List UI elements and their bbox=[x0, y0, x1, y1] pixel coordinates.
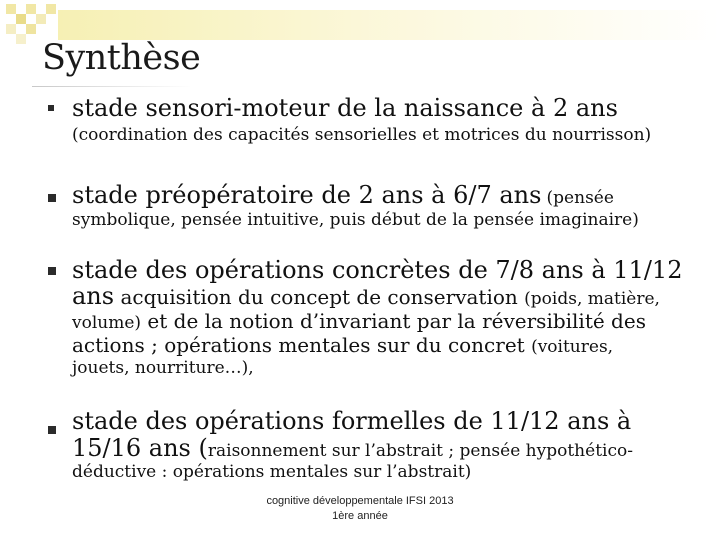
bullet-detail-inline: (pensée bbox=[546, 188, 614, 208]
bullet-square-icon bbox=[48, 426, 56, 434]
bullet-line-3-a: volume) bbox=[72, 313, 142, 333]
bullet-square-icon bbox=[48, 194, 56, 202]
bullet-item-preoperational bbox=[72, 183, 702, 229]
bullet-detail-text: (coordination des capacités sensorielles et motrices du nourrisson) bbox=[72, 125, 652, 145]
bullet-line-4-a: actions ; opérations mentales sur du concret bbox=[72, 333, 532, 357]
bullet-item-concrete-operations bbox=[72, 258, 702, 377]
bullet-main-text: stade sensori-moteur de la naissance à 2 ans bbox=[72, 94, 618, 122]
bullet-square-icon bbox=[48, 267, 56, 275]
bullet-line-2-b: ( bbox=[190, 434, 208, 462]
footer-year: 1ère année bbox=[332, 510, 388, 522]
footer-course-title: cognitive développementale IFSI 2013 bbox=[266, 495, 454, 507]
slide-title: Synthèse bbox=[42, 38, 201, 78]
bullet-line-2-c: raisonnement sur l’abstrait ; pensée hypothético- bbox=[207, 441, 633, 461]
bullet-detail-text: symbolique, pensée intuitive, puis début de la pensée imaginaire) bbox=[72, 210, 639, 230]
bullet-line-2-a: ans bbox=[72, 282, 115, 310]
bullet-main-text: stade préopératoire de 2 ans à 6/7 ans bbox=[72, 181, 542, 209]
bullet-line-2-c: (poids, matière, bbox=[524, 289, 660, 309]
bullet-line-1: stade des opérations concrètes de 7/8 ans à 11/12 bbox=[72, 256, 683, 284]
bullet-item-sensorimotor bbox=[72, 96, 702, 144]
bullet-line-2-a: 15/16 ans bbox=[72, 434, 191, 462]
bullet-line-3: déductive : opérations mentales sur l’abstrait) bbox=[72, 462, 472, 482]
bullet-line-5: jouets, nourriture…), bbox=[72, 358, 254, 378]
bullet-square-icon bbox=[48, 105, 54, 111]
bullet-line-4-b: (voitures, bbox=[531, 337, 614, 357]
bullet-line-1: stade des opérations formelles de 11/12 ans à bbox=[72, 407, 632, 435]
slide-footer bbox=[0, 494, 720, 524]
bullet-line-2-b: acquisition du concept de conservation bbox=[114, 285, 525, 309]
bullet-item-formal-operations bbox=[72, 409, 702, 481]
bullet-line-3-b: et de la notion d’invariant par la réversibilité des bbox=[141, 309, 646, 333]
